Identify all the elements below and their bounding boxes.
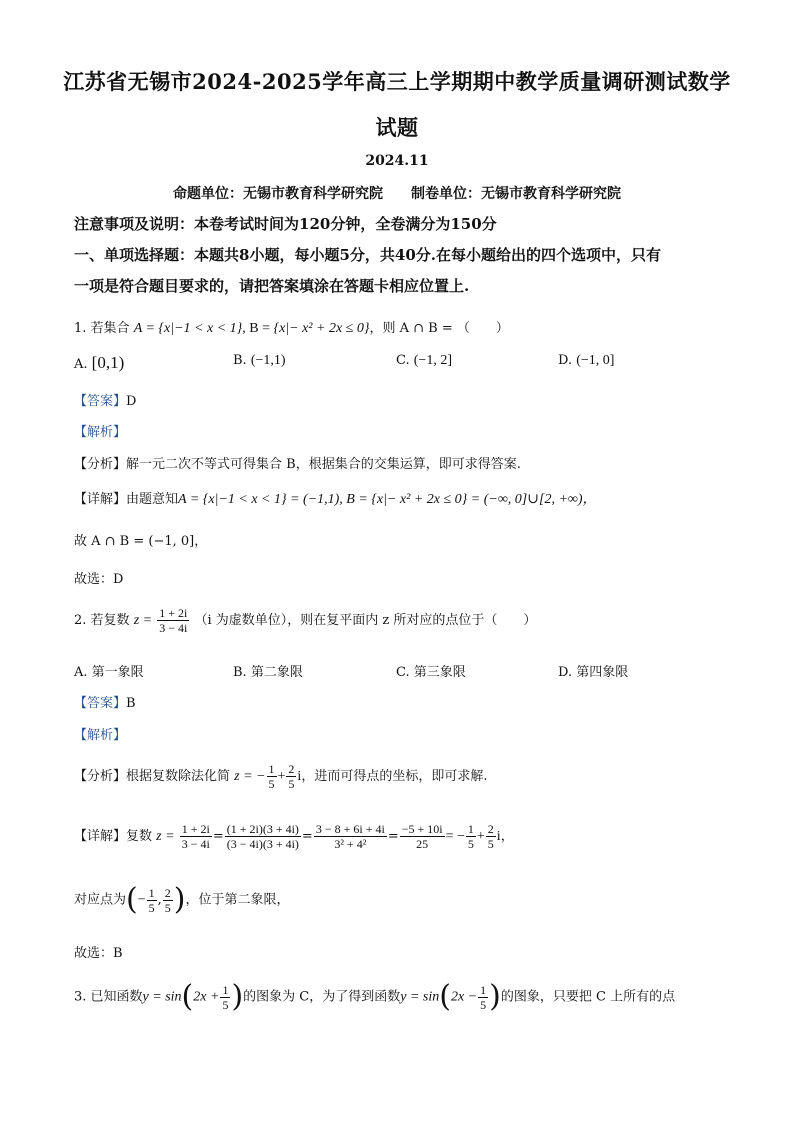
q1-stem bbox=[74, 317, 509, 337]
frac-num: 2 bbox=[288, 762, 295, 776]
doc-authors: 命题单位：无锡市教育科学研究院 制卷单位：无锡市教育科学研究院 bbox=[173, 186, 621, 202]
fenxi-label: 【分析】 bbox=[74, 769, 127, 784]
frac-den: 5 bbox=[480, 997, 487, 1012]
paren-open: ( bbox=[439, 979, 451, 1014]
frac-den: 3 − 4i bbox=[159, 621, 188, 635]
q2-choose: 故选：B bbox=[74, 946, 123, 961]
q2-answer bbox=[74, 692, 136, 711]
frac-num: (1 + 2i)(3 + 4i) bbox=[226, 822, 299, 836]
imag-unit: i bbox=[297, 769, 302, 784]
frac-den: 5 bbox=[222, 997, 229, 1012]
frac-num: 2 bbox=[164, 885, 171, 900]
frac-den: 5 bbox=[288, 777, 295, 791]
q1-option-c bbox=[396, 353, 452, 369]
fenxi-frac-2 bbox=[286, 762, 296, 791]
detail-text: 由题意知 bbox=[126, 492, 179, 507]
q3-number: 3. 已知函数 bbox=[74, 989, 143, 1005]
q2-option-d: D. 第四象限 bbox=[558, 665, 629, 680]
option-value: (−1, 0] bbox=[576, 353, 615, 368]
point-text: 对应点为 bbox=[74, 892, 127, 908]
q3-arg-2: 2x − bbox=[450, 989, 478, 1005]
q3-tail: 的图象，只要把 C 上所有的点 bbox=[500, 989, 676, 1005]
q1-option-d bbox=[558, 353, 614, 369]
q2-option-a: A. 第一象限 bbox=[74, 665, 144, 680]
detail-frac-2 bbox=[225, 822, 301, 851]
fenxi-z: z = − bbox=[234, 769, 266, 784]
q2-analysis-label: 【解析】 bbox=[74, 728, 127, 743]
frac-den: 5 bbox=[148, 900, 155, 915]
detail-eq: = − bbox=[445, 829, 465, 844]
option-letter: D. bbox=[558, 353, 573, 368]
section-heading-line2: 一项是符合题目要求的，请把答案填涂在答题卡相应位置上. bbox=[74, 277, 470, 295]
detail-label: 【详解】 bbox=[74, 829, 127, 844]
q1-option-a bbox=[74, 353, 124, 373]
doc-date: 2024.11 bbox=[365, 153, 429, 169]
q2-point: 对应点为(− $\frac{1}{5}$ , $\frac{2}{5}$ )，位于第二象限， bbox=[74, 882, 290, 917]
frac-num: 1 bbox=[467, 822, 474, 836]
frac-num: 1 bbox=[480, 982, 487, 997]
frac-num: 1 bbox=[148, 885, 155, 900]
q2-fraction bbox=[157, 606, 189, 635]
q1-fenxi bbox=[74, 453, 521, 472]
q2-ask: （i 为虚数单位），则在复平面内 z 所对应的点位于（ ） bbox=[194, 613, 537, 628]
paren-close: ) bbox=[173, 882, 186, 917]
doc-title-line2: 试题 bbox=[375, 115, 419, 140]
q2-option-b: B. 第二象限 bbox=[233, 665, 303, 680]
q1-set-b: {x|− x² + 2x ≤ 0} bbox=[273, 321, 370, 336]
fenxi-text: 根据复数除法化简 bbox=[126, 769, 231, 784]
frac-num: 1 + 2i bbox=[159, 606, 188, 620]
detail-math: A = {x|−1 < x < 1} = (−1,1), B = {x|− x² + 2x ≤ 0} = (−∞, 0]∪[2, +∞)， bbox=[178, 492, 597, 507]
fenxi-label: 【分析】 bbox=[74, 457, 127, 472]
fenxi-text: 解一元二次不等式可得集合 B，根据集合的交集运算，即可求得答案. bbox=[126, 457, 521, 472]
option-letter: A. bbox=[74, 357, 88, 372]
q1-detail bbox=[74, 488, 597, 508]
q1-option-b bbox=[233, 353, 286, 369]
q2-z: z = bbox=[133, 613, 153, 628]
doc-title-line1: 江苏省无锡市2024-2025学年高三上学期期中教学质量调研测试数学 bbox=[63, 69, 731, 94]
detail-frac-5 bbox=[466, 822, 476, 851]
frac-num: 1 bbox=[268, 762, 275, 776]
q1-analysis-label: 【解析】 bbox=[74, 425, 127, 440]
q3-arg-1: 2x + bbox=[193, 989, 220, 1005]
point-frac-2 bbox=[163, 886, 173, 915]
detail-label: 【详解】 bbox=[74, 492, 127, 507]
answer-value: D bbox=[126, 394, 137, 409]
q1-choose: 故选：D bbox=[74, 572, 124, 587]
frac-den: 5 bbox=[467, 837, 474, 851]
option-letter: B. bbox=[233, 353, 247, 368]
frac-den: 3 − 4i bbox=[181, 837, 210, 851]
point-frac-1 bbox=[147, 886, 157, 915]
fenxi-frac-1 bbox=[267, 762, 277, 791]
frac-num: 1 bbox=[222, 982, 229, 997]
q2-fenxi bbox=[74, 762, 487, 791]
plus-sign: + bbox=[476, 829, 485, 844]
option-value: (−1, 2] bbox=[413, 353, 452, 368]
q2-stem bbox=[74, 606, 536, 635]
frac-den: 5 bbox=[487, 837, 494, 851]
q1-answer bbox=[74, 390, 136, 409]
frac-den: 25 bbox=[416, 837, 429, 851]
frac-num: 3 − 8 + 6i + 4i bbox=[315, 822, 385, 836]
plus-sign: + bbox=[277, 769, 286, 784]
q2-number: 2. 若复数 bbox=[74, 613, 130, 628]
q3-frac-1 bbox=[220, 983, 230, 1012]
q1-number: 1. 若集合 bbox=[74, 321, 130, 336]
frac-num: −5 + 10i bbox=[401, 822, 443, 836]
q2-option-c: C. 第三象限 bbox=[396, 665, 466, 680]
answer-value: B bbox=[126, 696, 136, 711]
frac-num: 1 + 2i bbox=[181, 822, 210, 836]
paren-close: ) bbox=[489, 979, 501, 1014]
q3-frac-2 bbox=[478, 983, 488, 1012]
frac-den: 5 bbox=[268, 777, 275, 791]
detail-text: 复数 bbox=[126, 829, 153, 844]
fenxi-post: ，进而可得点的坐标，即可求解. bbox=[301, 769, 488, 784]
paren-close: ) bbox=[231, 979, 244, 1014]
imag-unit: i bbox=[496, 829, 501, 844]
option-value: (−1,1) bbox=[250, 353, 286, 368]
answer-label: 【答案】 bbox=[74, 696, 127, 711]
frac-den: 5 bbox=[164, 900, 171, 915]
frac-den: (3 − 4i)(3 + 4i) bbox=[226, 837, 299, 851]
paren-open: ( bbox=[181, 979, 194, 1014]
option-value: [0,1) bbox=[91, 353, 125, 372]
q3-func-1: y = sin bbox=[142, 989, 182, 1005]
q1-set-b-label: , B = bbox=[242, 321, 274, 336]
q1-ask: ，则 A ∩ B = （ ） bbox=[369, 321, 509, 336]
detail-frac-6 bbox=[486, 822, 496, 851]
point-post: ，位于第二象限， bbox=[185, 892, 290, 908]
doc-notice: 注意事项及说明：本卷考试时间为120分钟，全卷满分为150分 bbox=[74, 215, 497, 233]
q3-func-2: y = sin bbox=[400, 989, 440, 1005]
frac-den: 3² + 4² bbox=[334, 837, 367, 851]
detail-z: z = bbox=[156, 829, 175, 844]
detail-frac-3 bbox=[314, 822, 387, 851]
answer-label: 【答案】 bbox=[74, 394, 127, 409]
detail-frac-4 bbox=[400, 822, 445, 851]
paren-open: ( bbox=[126, 882, 138, 917]
q1-set-a: A = {x|−1 < x < 1} bbox=[133, 321, 243, 336]
detail-frac-1 bbox=[180, 822, 212, 851]
q2-detail: 【详解】复数 z = $\frac{1 + 2i}{3 - 4i}$ = $\frac{(1 + 2i)(3 + 4i)}{(3 - 4i)(3 + 4i)}$ = $\frac{3 - 8 + 6i + 4i}{\text{3² + 4²}}$ = $\frac{-5 + 10i}{25}$ = − $\frac{1}{5}$ + $\frac{2}{5}$ i， bbox=[74, 822, 514, 851]
section-heading-line1: 一、单项选择题：本题共8小题，每小题5分，共40分.在每小题给出的四个选项中，只有 bbox=[74, 246, 661, 264]
frac-num: 2 bbox=[487, 822, 494, 836]
option-letter: C. bbox=[396, 353, 410, 368]
q3-stem bbox=[74, 979, 676, 1014]
q1-result: 故 A ∩ B = (−1, 0]， bbox=[74, 534, 208, 549]
q3-mid: 的图象为 C，为了得到函数 bbox=[243, 989, 401, 1005]
